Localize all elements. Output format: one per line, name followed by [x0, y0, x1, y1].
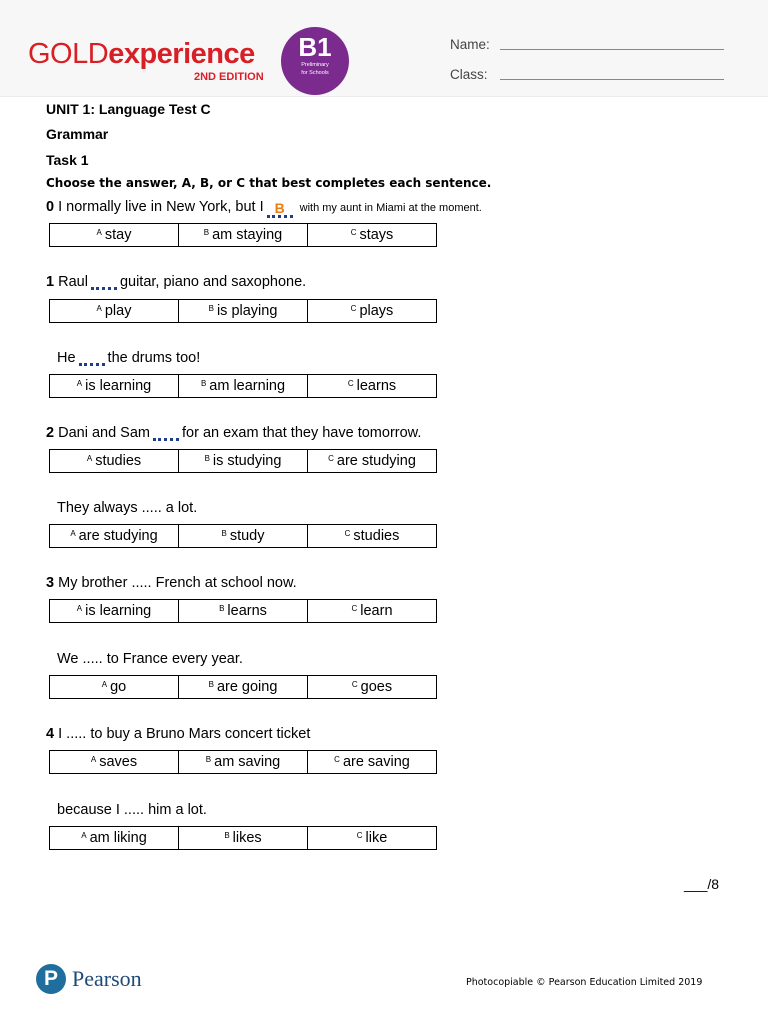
instruction: Choose the answer, A, B, or C that best completes each sentence.	[46, 176, 492, 190]
question-number: 4	[46, 726, 55, 742]
copyright-notice: Photocopiable © Pearson Education Limited 2019	[466, 977, 703, 988]
question-sentence	[57, 350, 200, 366]
question-sentence	[57, 802, 207, 818]
question-options	[49, 299, 437, 323]
answer-gap[interactable]	[79, 350, 105, 364]
sentence-start: I normally live in New York, but I	[58, 199, 264, 215]
option-b[interactable]: $^B$ is playing	[179, 300, 308, 322]
example-sentence	[46, 199, 482, 216]
sentence-start: Raul	[58, 274, 88, 290]
option-b[interactable]: $^B$ study	[179, 525, 308, 547]
option-a[interactable]: $^A$ go	[50, 676, 179, 698]
name-label: Name:	[450, 37, 490, 52]
pearson-p-icon: P	[36, 964, 66, 994]
option-c[interactable]: $^C$ are saving	[334, 754, 410, 770]
sentence-end: the drums too!	[107, 350, 201, 366]
option-b[interactable]: $^B$ likes	[179, 827, 308, 849]
sentence-start: Dani and Sam	[58, 425, 150, 441]
option-b[interactable]: $^B$ am staying	[179, 224, 308, 246]
question-number: 0	[46, 199, 55, 215]
option-a[interactable]: $^A$ play	[50, 300, 179, 322]
level-badge	[281, 27, 349, 95]
sentence-text: I ..... to buy a Bruno Mars concert ticket	[58, 726, 311, 742]
question-sentence	[46, 575, 297, 591]
question-options	[49, 675, 437, 699]
question-options	[49, 826, 437, 850]
option-a[interactable]: $^A$ am liking	[50, 827, 179, 849]
option-a[interactable]: $^A$ stay	[50, 224, 179, 246]
option-c[interactable]: $^C$ learn	[351, 603, 393, 619]
badge-level-text: B1	[298, 32, 332, 62]
logo-edition-text: 2ND EDITION	[194, 71, 264, 83]
pearson-logo	[36, 964, 142, 994]
option-b[interactable]: $^B$ learns	[179, 600, 308, 622]
option-b[interactable]: $^B$ am saving	[179, 751, 308, 773]
option-c[interactable]: $^C$ goes	[351, 679, 393, 695]
option-c[interactable]: $^C$ like	[356, 830, 388, 846]
task-title: Task 1	[46, 152, 89, 168]
logo-experience-text: experience	[108, 38, 255, 70]
sentence-text: because I ..... him a lot.	[57, 802, 207, 818]
question-number: 2	[46, 425, 55, 441]
sentence-end: for an exam that they have tomorrow.	[182, 425, 422, 441]
answer-gap: B	[267, 202, 293, 216]
option-a[interactable]: $^A$ is learning	[50, 375, 179, 397]
logo-gold-text: GOLD	[28, 38, 109, 70]
question-options	[49, 750, 437, 774]
question-options	[49, 374, 437, 398]
option-c[interactable]: $^C$ studies	[344, 528, 400, 544]
option-b[interactable]: $^B$ is studying	[179, 450, 308, 472]
page-header	[0, 0, 768, 97]
unit-title: UNIT 1: Language Test C	[46, 101, 211, 117]
badge-sub-text-2: for Schools	[301, 70, 329, 76]
question-sentence	[46, 274, 306, 290]
option-b[interactable]: $^B$ are going	[179, 676, 308, 698]
sentence-text: We ..... to France every year.	[57, 651, 243, 667]
question-number: 1	[46, 274, 55, 290]
question-options	[49, 449, 437, 473]
question-sentence	[46, 425, 421, 441]
question-number: 3	[46, 575, 55, 591]
option-a[interactable]: $^A$ saves	[50, 751, 179, 773]
option-c[interactable]: $^C$ learns	[347, 378, 397, 394]
answer-gap[interactable]	[91, 274, 117, 288]
example-options	[49, 223, 437, 247]
question-sentence	[46, 726, 310, 742]
question-options	[49, 599, 437, 623]
sentence-start: He	[57, 350, 76, 366]
option-c[interactable]: $^C$ are studying	[328, 453, 416, 469]
option-c[interactable]: $^C$ stays	[350, 227, 394, 243]
option-a[interactable]: $^A$ studies	[50, 450, 179, 472]
option-a[interactable]: $^A$ are studying	[50, 525, 179, 547]
name-line[interactable]	[500, 49, 724, 50]
class-line[interactable]	[500, 79, 724, 80]
answer-gap[interactable]	[153, 425, 179, 439]
question-sentence	[57, 651, 243, 667]
option-a[interactable]: $^A$ is learning	[50, 600, 179, 622]
option-b[interactable]: $^B$ am learning	[179, 375, 308, 397]
sentence-end: guitar, piano and saxophone.	[119, 274, 307, 290]
score-total: ___/8	[684, 876, 720, 892]
sentence-end: with my aunt in Miami at the moment.	[299, 202, 482, 214]
question-options	[49, 524, 437, 548]
option-c[interactable]: $^C$ plays	[350, 303, 394, 319]
sentence-text: They always ..... a lot.	[57, 500, 198, 516]
badge-sub-text-1: Preliminary	[301, 62, 329, 68]
question-sentence	[57, 500, 197, 516]
gold-experience-logo	[28, 38, 255, 71]
sentence-text: My brother ..... French at school now.	[58, 575, 297, 591]
pearson-wordmark: Pearson	[72, 966, 142, 991]
section-title: Grammar	[46, 126, 109, 142]
class-label: Class:	[450, 67, 488, 82]
